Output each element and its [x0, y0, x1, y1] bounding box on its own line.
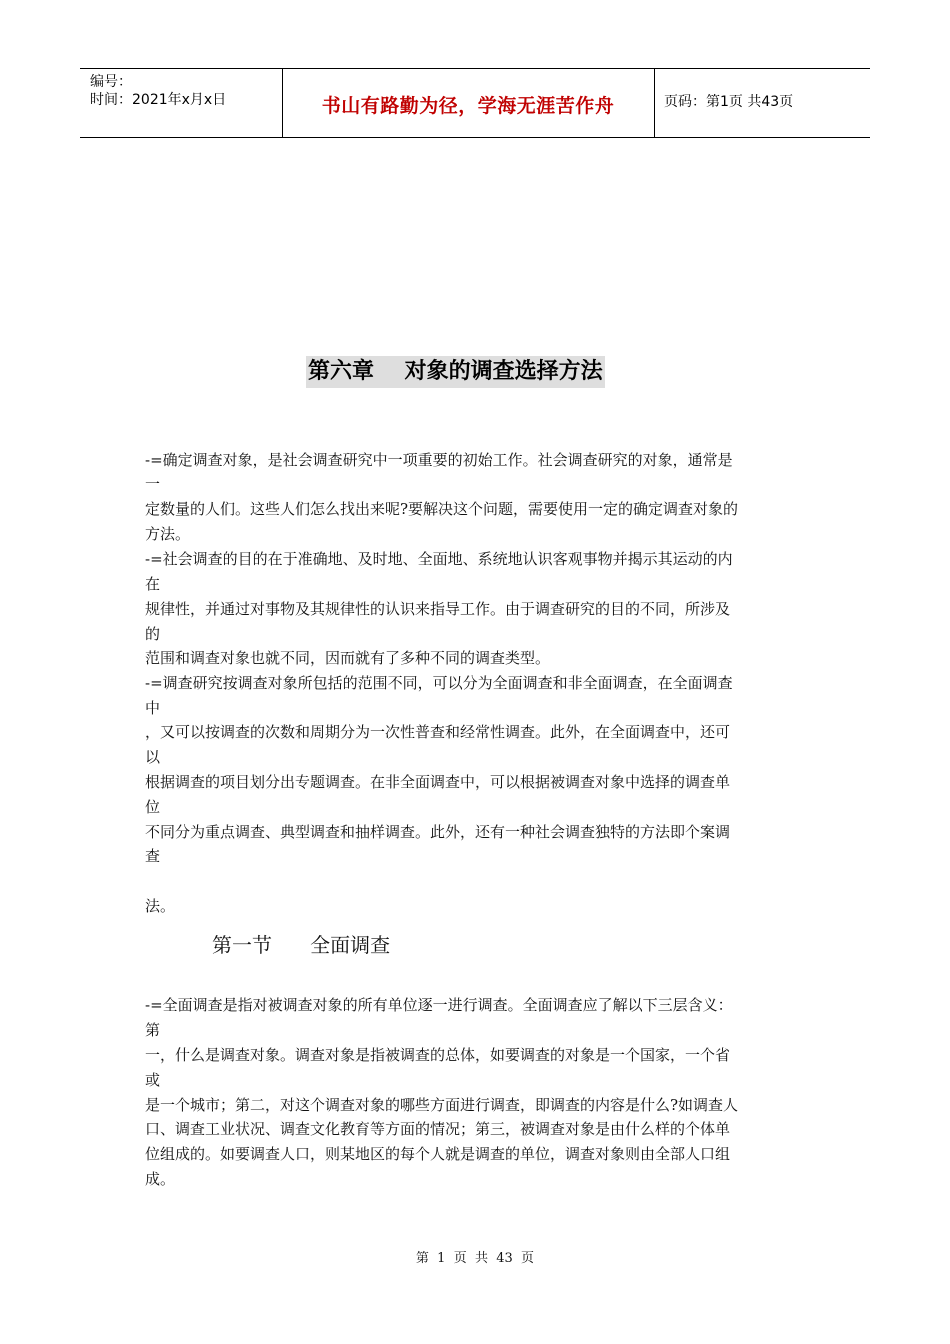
- intro-line: -=社会调查的目的在于准确地、及时地、全面地、系统地认识客观事物并揭示其运动的内: [145, 550, 733, 568]
- intro-line: 根据调查的项目划分出专题调查。在非全面调查中，可以根据被调查对象中选择的调查单: [145, 773, 731, 791]
- intro-line: 范围和调查对象也就不同，因而就有了多种不同的调查类型。: [145, 649, 551, 667]
- header-page-cell: [654, 69, 870, 137]
- intro-line: 法。: [145, 897, 176, 915]
- intro-line: 位: [145, 798, 161, 816]
- page-footer: 第 1 页 共 43 页: [415, 1251, 535, 1266]
- section-line: 一，什么是调查对象。调查对象是指被调查的总体，如要调查的对象是一个国家，一个省: [145, 1046, 731, 1064]
- section-line: 第: [145, 1021, 161, 1039]
- chapter-title: 第六章 对象的调查选择方法: [306, 356, 605, 388]
- intro-line: 在: [145, 575, 161, 593]
- section-line: 成。: [145, 1170, 176, 1188]
- header-motto-cell: [282, 69, 655, 137]
- page-header: [80, 68, 870, 138]
- intro-line: -=确定调查对象，是社会调查研究中一项重要的初始工作。社会调查研究的对象，通常是: [145, 451, 733, 469]
- header-motto: 书山有路勤为径，学海无涯苦作舟: [321, 95, 615, 117]
- intro-line: -=调查研究按调查对象所包括的范围不同，可以分为全面调查和非全面调查，在全面调查: [145, 674, 733, 692]
- section-line: 口、调查工业状况、调查文化教育等方面的情况；第三，被调查对象是由什么样的个体单: [145, 1120, 731, 1138]
- intro-line: 中: [145, 699, 161, 717]
- intro-line: 查: [145, 847, 161, 865]
- intro-line: 不同分为重点调查、典型调查和抽样调查。此外，还有一种社会调查独特的方法即个案调: [145, 823, 731, 841]
- intro-line: 以: [145, 748, 161, 766]
- header-page-info: 页码：第1页 共43页: [664, 94, 794, 110]
- section-title: 第一节 全面调查: [212, 933, 391, 957]
- intro-line: 的: [145, 625, 161, 643]
- intro-line: 方法。: [145, 525, 191, 543]
- document-date: 时间：2021年x月x日: [90, 92, 227, 108]
- intro-line: 定数量的人们。这些人们怎么找出来呢?要解决这个问题，需要使用一定的确定调查对象的: [145, 500, 739, 518]
- section-line: 位组成的。如要调查人口，则某地区的每个人就是调查的单位，调查对象则由全部人口组: [145, 1145, 731, 1163]
- intro-line: ，又可以按调查的次数和周期分为一次性普查和经常性调查。此外，在全面调查中，还可: [145, 723, 731, 741]
- header-meta-cell: [80, 69, 283, 137]
- intro-line: 规律性，并通过对事物及其规律性的认识来指导工作。由于调查研究的目的不同，所涉及: [145, 600, 731, 618]
- section-line: 或: [145, 1071, 161, 1089]
- intro-line: 一: [145, 475, 161, 493]
- section-line: 是一个城市；第二，对这个调查对象的哪些方面进行调查，即调查的内容是什么?如调查人: [145, 1096, 739, 1114]
- document-number-label: 编号：: [90, 74, 132, 90]
- section-line: -=全面调查是指对被调查对象的所有单位逐一进行调查。全面调查应了解以下三层含义：: [145, 996, 733, 1014]
